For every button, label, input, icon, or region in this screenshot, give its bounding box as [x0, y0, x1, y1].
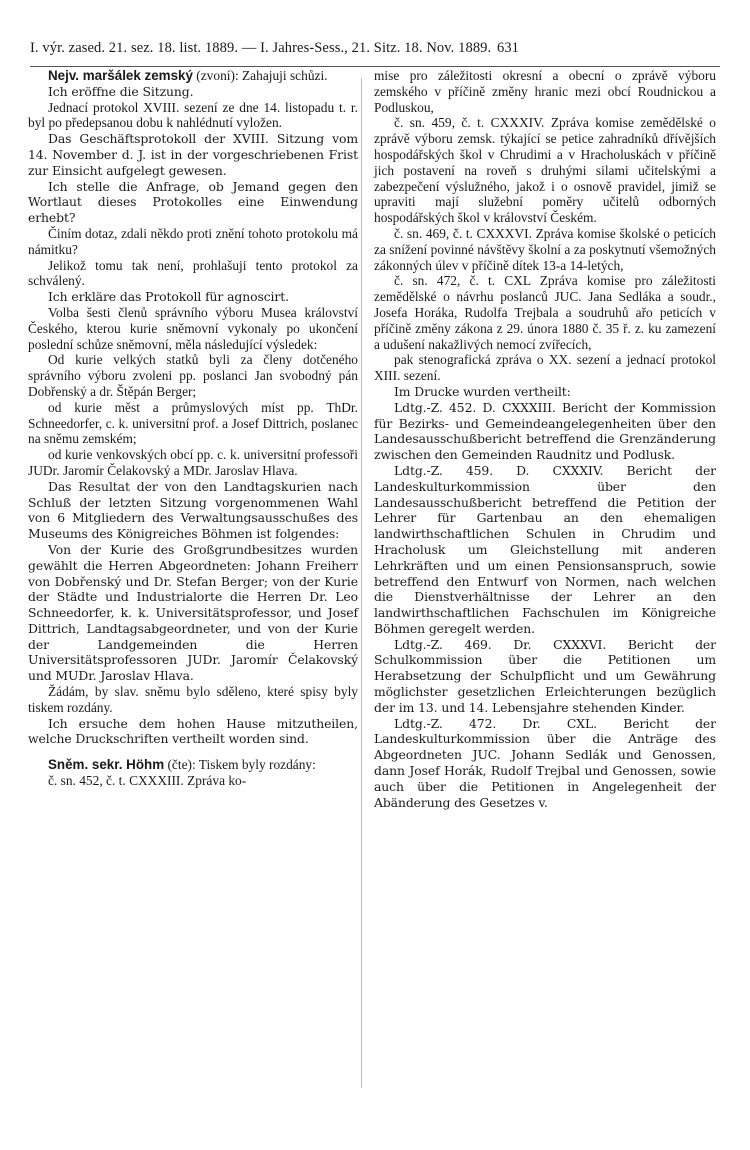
paragraph	[28, 400, 358, 447]
czech-text: Činím dotaz, zdali někdo proti znění tohoto protokolu má námitku?	[28, 225, 358, 257]
czech-text: Jelikož tomu tak není, prohlašuji tento protokol za schválený.	[28, 257, 358, 289]
czech-text: (čte): Tiskem byly rozdány:	[164, 757, 316, 773]
paragraph	[28, 131, 358, 178]
czech-text: č. sn. 452, č. t. CXXXIII. Zpráva ko-	[48, 773, 247, 789]
paragraph	[28, 716, 358, 748]
czech-text: od kurie měst a průmyslových míst pp. ThDr. Schneedorfer, c. k. universitní prof. a Josef Dittrich, poslanec na sněmu zemském;	[28, 399, 358, 447]
paragraph	[374, 273, 716, 352]
czech-text: mise pro záležitosti okresní a obecní o zprávě výboru zemského v příčině změny hranic mezi obcí Roudnickou a Podluskou,	[374, 68, 716, 115]
czech-text: Volba šesti členů správního výboru Musea království Českého, kterou kurie sněmovní vykonaly po ukončení poslední schůze sněmovní, měla následující výsledek:	[28, 304, 358, 352]
czech-text: č. sn. 469, č. t. CXXXVI. Zpráva komise školské o peticích za snížení povinné návštěvy školní a za poskytnutí všemožných zákonných úlev v příčině dítek 13-a 14-letých,	[374, 225, 716, 273]
paragraph	[28, 757, 358, 773]
german-text: Ldtg.-Z. 452. D. CXXXIII. Bericht der Kommission für Bezirks- und Gemeindeangelegenheiten über den Landesausschußbericht betreffend die Grenzänderung zwischen den Gemeinden Raudnitz und Podlusk.	[374, 399, 716, 463]
paragraph	[374, 384, 716, 400]
paragraph	[28, 179, 358, 226]
page-header	[30, 38, 720, 58]
column-divider	[361, 78, 362, 1088]
paragraph	[374, 637, 716, 716]
german-text: Ich erkläre das Protokoll für agnoscirt.	[48, 289, 289, 305]
running-head: I. výr. zased. 21. sez. 18. list. 1889. — I. Jahres-Sess., 21. Sitz. 18. Nov. 1889.	[30, 40, 492, 56]
german-text: Ldtg.-Z. 459. D. CXXXIV. Bericht der Landeskulturkommission über den Landesausschußbericht betreffend die Petition der Lehrer für Gartenbau an den ehemaligen landwirthschaftlichen Schulen in Chrudim und Hracholusk um Gleichstellung mit anderen Lehrkräften und um einen Pensionsanspruch, sowie betreffend den Entwurf von Normen, nach welchen die Dienstverhältnisse der Lehrer an den landwirthschaftlichen Fachschulen im Königreiche Böhmen geregelt werden.	[374, 462, 716, 636]
paragraph	[28, 84, 358, 100]
right-column	[374, 68, 716, 810]
german-text: Das Geschäftsprotokoll der XVIII. Sitzung vom 14. November d. J. ist in der vorgeschriebenen Frist zur Einsicht aufgelegt gewesen.	[28, 131, 358, 178]
speaker-name: Sněm. sekr. Höhm	[48, 757, 165, 773]
paragraph	[374, 226, 716, 273]
paragraph	[374, 68, 716, 115]
german-text: Von der Kurie des Großgrundbesitzes wurden gewählt die Herren Abgeordneten: Johann Freiherr von Dobřenský und Dr. Stefan Berger; von der Kurie der Städte und Industrialorte die Herren Dr. Leo Schneedorfer, k. k. Universitätsprofessor, und Josef Dittrich, Landtagsabgeordneter, und von der Kurie der Landgemeinden die Herren Universitätsprofessoren JUDr. Jaromír Čelakovský und MUDr. Jaroslav Hlava.	[28, 541, 358, 684]
paragraph	[28, 305, 358, 352]
german-text: Ldtg.-Z. 472. Dr. CXL. Bericht der Landeskulturkommission über die Anträge des Abgeordneten JUC. Johann Sedlák und Genossen, dann Josef Horák, Rudolf Trejbal und Genossen, sowie auch über die Petitionen in Angelegenheit der Abänderung des Gesetzes v.	[374, 715, 716, 810]
czech-text: (zvoní): Zahajuji schůzi.	[192, 68, 328, 83]
czech-text: od kurie venkovských obcí pp. c. k. universitní professoři JUDr. Jaromír Čelakovský a MDr. Jaroslav Hlava.	[28, 447, 358, 478]
czech-text: č. sn. 459, č. t. CXXXIV. Zpráva komise zemědělské o zprávě výboru zemsk. týkající se petice zahradníků dřívějších hospodářských škol v Chrudimi a v Hracholuskách v příčině jich postavení na roveň s druhými silami učitelskými a zabezpečení výslužného, jakož i o osnově pravidel, jimiž se upraviti mají služební poměry učitelů odborných hospodářských škol v království Českém.	[374, 115, 716, 226]
czech-text: Od kurie velkých statků byli za členy dotčeného správního výboru zvoleni pp. poslanci Jan svobodný pán Dobřenský a dr. Štěpán Berger;	[28, 352, 358, 399]
paragraph	[28, 542, 358, 684]
header-rule	[30, 66, 720, 67]
paragraph	[374, 463, 716, 637]
paragraph	[28, 447, 358, 479]
paragraph	[28, 684, 358, 716]
czech-text: Jednací protokol XVIII. sezení ze dne 14. listopadu t. r. byl po předepsanou dobu k nahlédnutí vyložen.	[28, 99, 358, 131]
czech-text: pak stenografická zpráva o XX. sezení a jednací protokol XIII. sezení.	[374, 352, 716, 384]
paragraph	[28, 226, 358, 258]
paragraph	[374, 352, 716, 384]
czech-text: Žádám, by slav. sněmu bylo sděleno, které spisy byly tiskem rozdány.	[28, 684, 358, 715]
paragraph	[28, 68, 358, 84]
speaker-name: Nejv. maršálek zemský	[48, 68, 193, 83]
german-text: Im Drucke wurden vertheilt:	[394, 383, 571, 399]
czech-text: č. sn. 472, č. t. CXL Zpráva komise pro záležitosti zemědělské o návrhu poslanců JUC. Jana Sedláka a soudr., Josefa Horáka, Rudolfa Trejbala a soudruhů ařo peticích v příčině změny zákona z 29. února 1880 č. 35 ř. z. ku zamezení a udušení nakažlivých nemocí zvířecích,	[374, 273, 716, 352]
paragraph	[28, 289, 358, 305]
paragraph	[374, 716, 716, 811]
german-text: Ldtg.-Z. 469. Dr. CXXXVI. Bericht der Schulkommission über die Petitionen um Herabsetzung der Schulpflicht und um Gewährung möglichster gesetzlichen Erleichterungen bezüglich der im 13. und 14. Lebensjahre stehenden Kinder.	[374, 636, 716, 715]
german-text: Das Resultat der von den Landtagskurien nach Schluß der letzten Sitzung vorgenommenen Wahl von 6 Mitgliedern des Verwaltungsausschußes des Museums des Königreiches Böhmen ist folgendes:	[28, 478, 358, 542]
german-text: Ich stelle die Anfrage, ob Jemand gegen den Wortlaut dieses Protokolles eine Einwendung erhebt?	[28, 178, 358, 226]
paragraph	[28, 352, 358, 399]
paragraph	[28, 773, 358, 789]
german-text: Ich eröffne die Sitzung.	[48, 83, 194, 99]
german-text: Ich ersuche dem hohen Hause mitzutheilen, welche Druckschriften vertheilt worden sind.	[28, 715, 358, 747]
paragraph	[374, 400, 716, 463]
page-number: 631	[496, 40, 520, 56]
left-column	[28, 68, 358, 789]
paragraph	[28, 100, 358, 132]
paragraph	[374, 115, 716, 226]
paragraph	[28, 479, 358, 542]
paragraph	[28, 258, 358, 290]
